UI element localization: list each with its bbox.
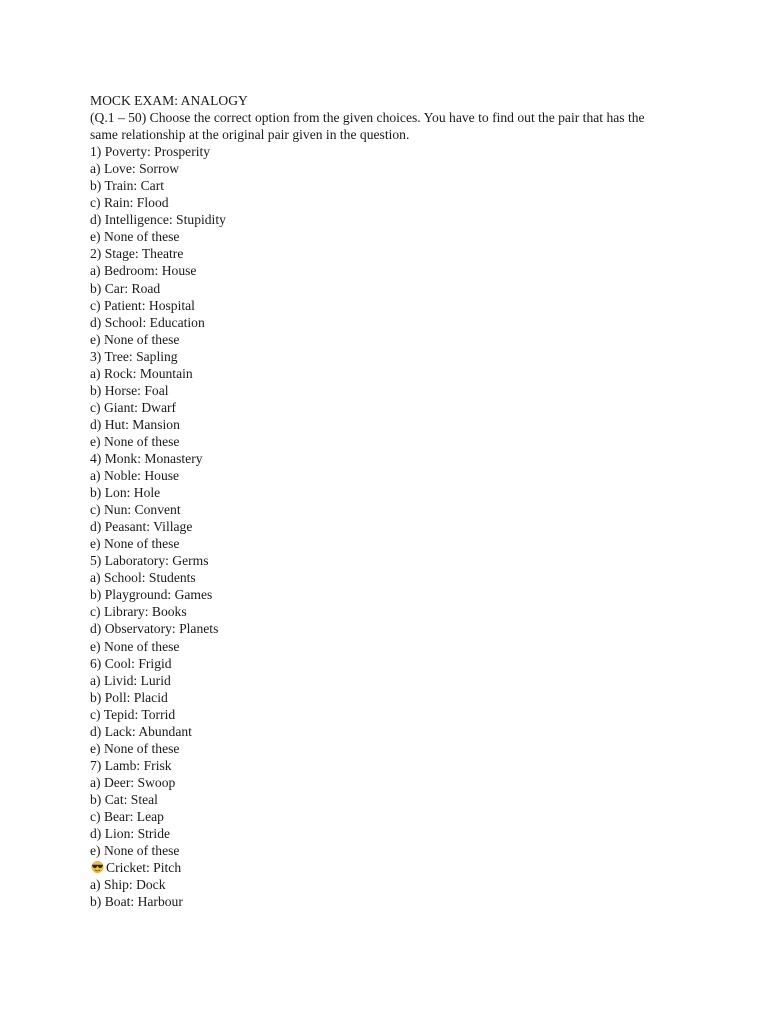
question-block bbox=[90, 655, 670, 757]
question-block bbox=[90, 450, 670, 552]
option-a: a) Noble: House bbox=[90, 468, 180, 484]
option-a: a) School: Students bbox=[90, 570, 196, 586]
option-b: b) Train: Cart bbox=[90, 178, 165, 194]
question-stem: 4) Monk: Monastery bbox=[90, 450, 203, 466]
question-stem: 5) Laboratory: Germs bbox=[90, 553, 209, 569]
option-e: e) None of these bbox=[90, 229, 180, 245]
question-stem: 7) Lamb: Frisk bbox=[90, 757, 172, 773]
question-stem: 3) Tree: Sapling bbox=[90, 348, 178, 364]
option-b: b) Playground: Games bbox=[90, 587, 213, 603]
question-block bbox=[90, 757, 670, 859]
option-b: b) Boat: Harbour bbox=[90, 894, 183, 910]
option-b: b) Lon: Hole bbox=[90, 485, 161, 501]
option-d: d) Observatory: Planets bbox=[90, 621, 219, 637]
question-block bbox=[90, 348, 670, 450]
option-e: e) None of these bbox=[90, 331, 180, 347]
question-block bbox=[90, 552, 670, 654]
option-d: d) School: Education bbox=[90, 314, 205, 330]
question-block bbox=[90, 143, 670, 245]
question-stem: Cricket: Pitch bbox=[106, 860, 182, 876]
question-block bbox=[90, 859, 670, 910]
option-d: d) Peasant: Village bbox=[90, 519, 193, 535]
option-c: c) Bear: Leap bbox=[90, 808, 164, 824]
option-e: e) None of these bbox=[90, 740, 180, 756]
document-body bbox=[90, 92, 670, 910]
option-e: e) None of these bbox=[90, 843, 180, 859]
option-d: d) Intelligence: Stupidity bbox=[90, 212, 226, 228]
instructions: (Q.1 – 50) Choose the correct option from the given choices. You have to find out the pair that has the same relationship at the original pair given in the question. bbox=[90, 110, 645, 143]
option-a: a) Deer: Swoop bbox=[90, 774, 176, 790]
option-c: c) Giant: Dwarf bbox=[90, 399, 177, 415]
option-b: b) Cat: Steal bbox=[90, 791, 158, 807]
question-stem-with-emoji bbox=[90, 859, 670, 876]
option-c: c) Nun: Convent bbox=[90, 502, 181, 518]
option-c: c) Rain: Flood bbox=[90, 195, 169, 211]
option-a: a) Bedroom: House bbox=[90, 263, 197, 279]
option-a: a) Rock: Mountain bbox=[90, 365, 193, 381]
option-d: d) Lack: Abundant bbox=[90, 723, 192, 739]
question-block bbox=[90, 245, 670, 347]
sunglasses-emoji-icon bbox=[90, 860, 105, 873]
option-b: b) Horse: Foal bbox=[90, 382, 169, 398]
option-d: d) Lion: Stride bbox=[90, 826, 171, 842]
option-e: e) None of these bbox=[90, 433, 180, 449]
option-d: d) Hut: Mansion bbox=[90, 416, 180, 432]
question-stem: 2) Stage: Theatre bbox=[90, 246, 184, 262]
option-c: c) Library: Books bbox=[90, 604, 187, 620]
question-stem: 6) Cool: Frigid bbox=[90, 655, 172, 671]
option-c: c) Tepid: Torrid bbox=[90, 706, 176, 722]
option-b: b) Car: Road bbox=[90, 280, 161, 296]
option-e: e) None of these bbox=[90, 536, 180, 552]
page-title: MOCK EXAM: ANALOGY bbox=[90, 93, 248, 108]
option-a: a) Livid: Lurid bbox=[90, 672, 171, 688]
option-a: a) Love: Sorrow bbox=[90, 161, 180, 177]
option-e: e) None of these bbox=[90, 638, 180, 654]
option-b: b) Poll: Placid bbox=[90, 689, 168, 705]
question-stem: 1) Poverty: Prosperity bbox=[90, 144, 211, 160]
option-c: c) Patient: Hospital bbox=[90, 297, 195, 313]
option-a: a) Ship: Dock bbox=[90, 877, 166, 893]
